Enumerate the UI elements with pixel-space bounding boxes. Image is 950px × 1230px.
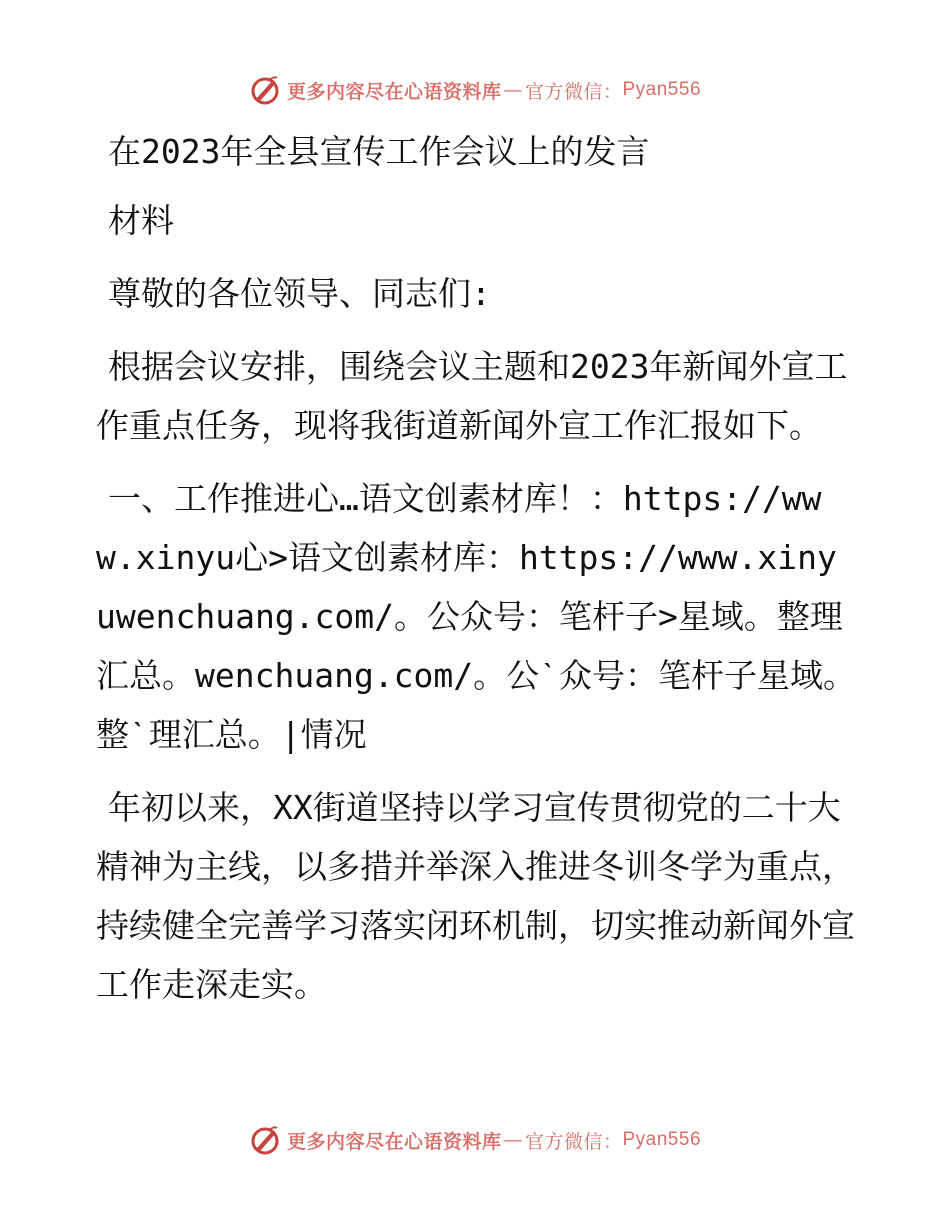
banner-main-text: 更多内容尽在心语资料库 bbox=[286, 80, 502, 103]
banner-dash: — bbox=[503, 1129, 523, 1151]
banner-main-text: 更多内容尽在心语资料库 bbox=[286, 1130, 502, 1153]
footer-banner bbox=[0, 1120, 950, 1160]
intro-paragraph: 根据会议安排，围绕会议主题和2023年新闻外宣工作重点任务，现将我街道新闻外宣工作汇报如下。 bbox=[96, 347, 848, 445]
document-title: 在2023年全县宣传工作会议上的发言 bbox=[108, 132, 650, 171]
document-body bbox=[96, 122, 856, 1028]
quill-logo-icon bbox=[249, 1124, 281, 1156]
banner-sub-text: 官方微信： bbox=[524, 1130, 623, 1153]
banner-account: Pyan556 bbox=[622, 1129, 702, 1150]
quill-logo-icon bbox=[249, 74, 281, 106]
document-subtitle: 材料 bbox=[108, 201, 174, 240]
body-paragraph: 年初以来，XX街道坚持以学习宣传贯彻党的二十大精神为主线，以多措并举深入推进冬训冬学为重点，持续健全完善学习落实闭环机制，切实推动新闻外宣工作走深走实。 bbox=[96, 788, 855, 1004]
banner-dash: — bbox=[503, 79, 523, 101]
header-banner bbox=[0, 70, 950, 110]
banner-sub-text: 官方微信： bbox=[524, 80, 623, 103]
section-heading: 一、工作推进心…语文创素材库！：https://www.xinyu心>语文创素材库：https://www.xinyuwenchuang.com/。公众号：笔杆子>星域。整理汇总。wenchuang.com/。公ˋ众号：笔杆子星域。整ˋ理汇总。|情况 bbox=[96, 479, 856, 754]
salutation: 尊敬的各位领导、同志们: bbox=[108, 274, 491, 313]
banner-account: Pyan556 bbox=[622, 79, 702, 100]
